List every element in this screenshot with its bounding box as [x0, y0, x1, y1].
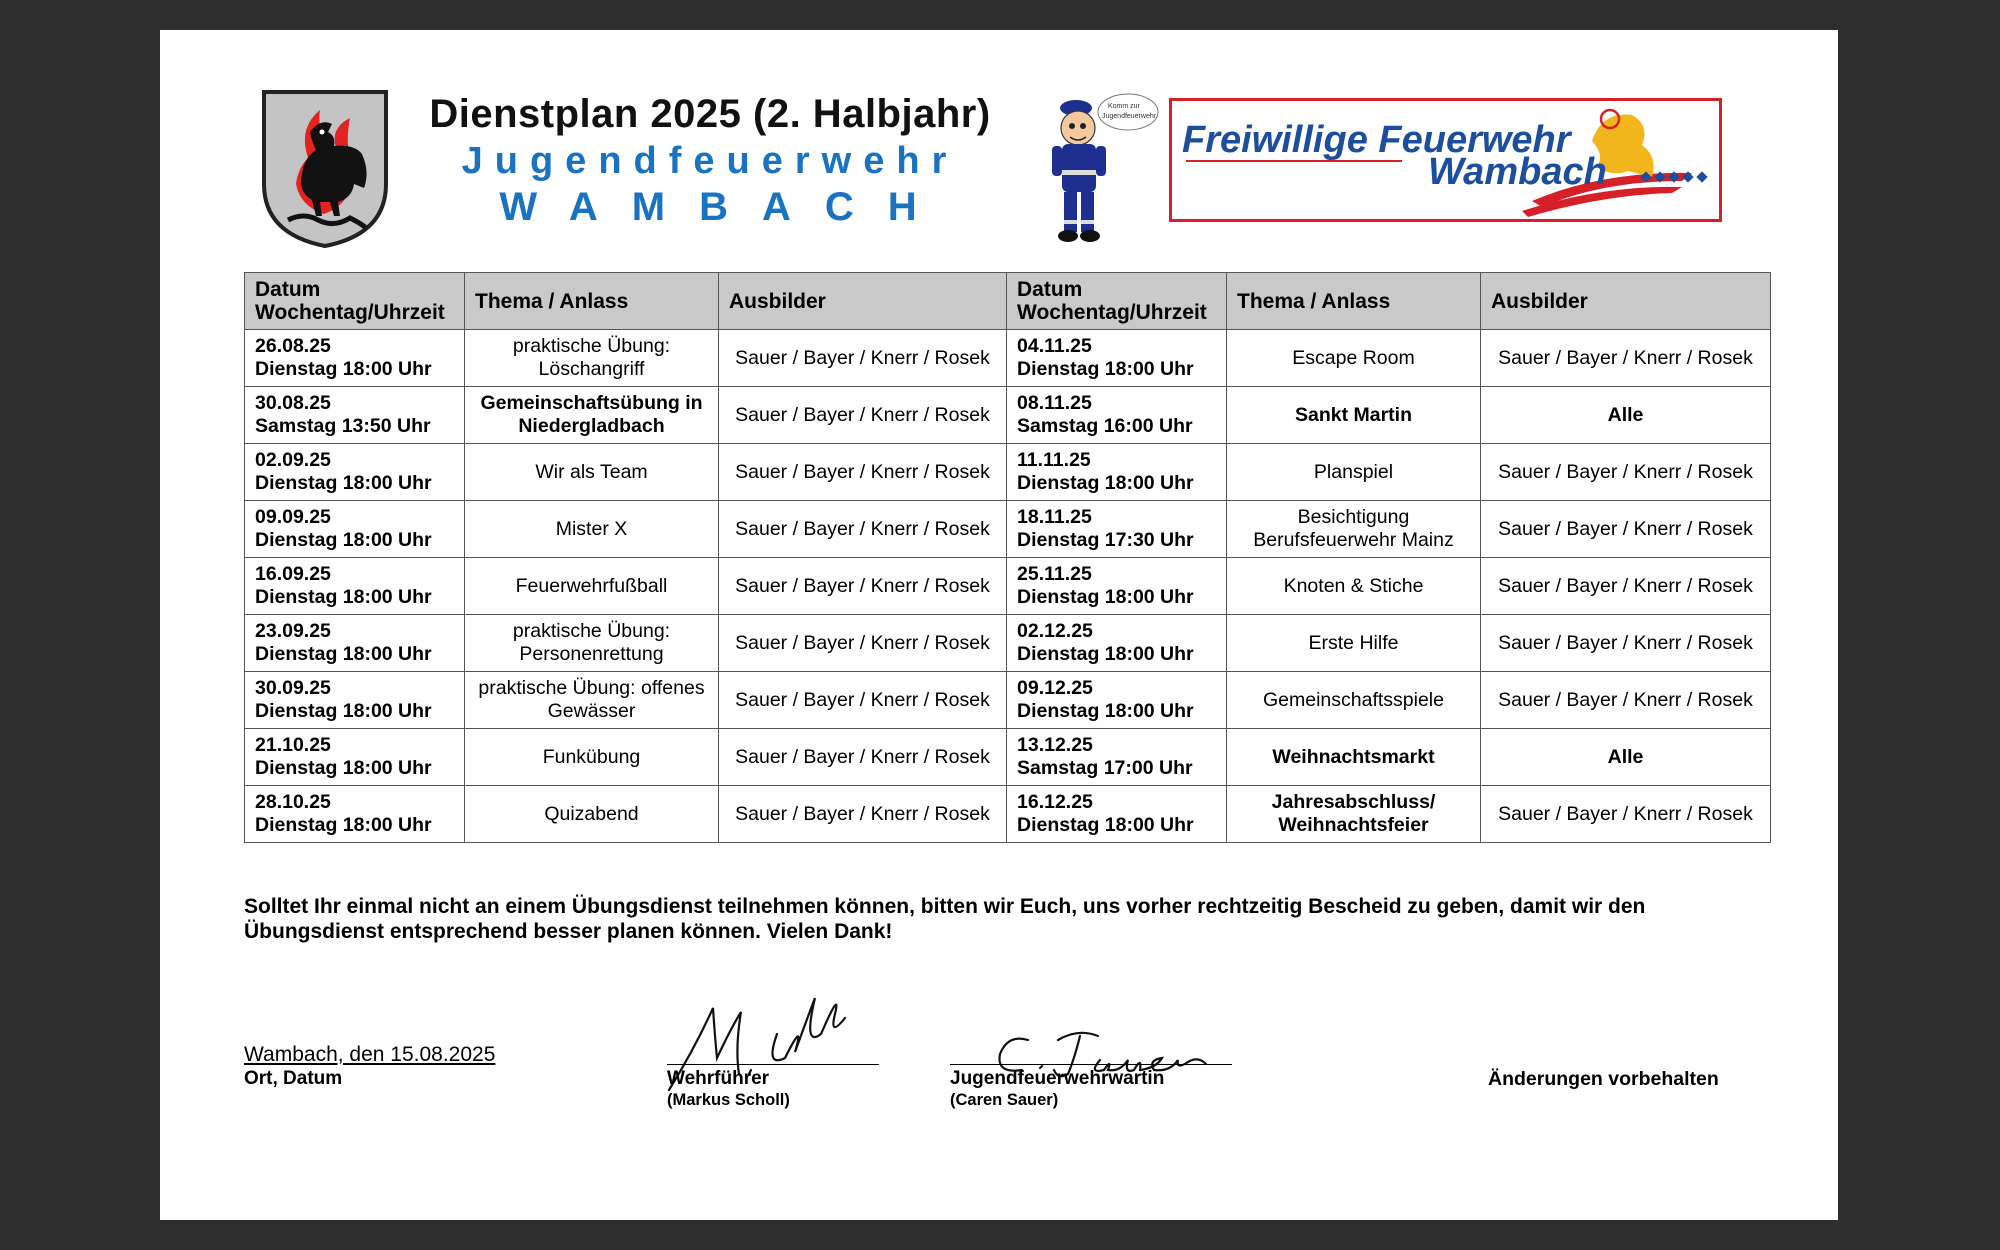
date-cell: 09.12.25 Dienstag 18:00 Uhr — [1007, 672, 1227, 729]
trainer-cell: Sauer / Bayer / Knerr / Rosek — [719, 444, 1007, 501]
topic-cell: Escape Room — [1227, 330, 1481, 387]
header-trainer-right: Ausbilder — [1481, 273, 1771, 330]
date-cell: 09.09.25 Dienstag 18:00 Uhr — [245, 501, 465, 558]
svg-text:Komm zur: Komm zur — [1108, 103, 1140, 110]
topic-cell: Besichtigung Berufsfeuerwehr Mainz — [1227, 501, 1481, 558]
date-cell: 25.11.25 Dienstag 18:00 Uhr — [1007, 558, 1227, 615]
trainer-cell: Sauer / Bayer / Knerr / Rosek — [719, 729, 1007, 786]
date-cell: 30.09.25 Dienstag 18:00 Uhr — [245, 672, 465, 729]
document-page — [160, 30, 1838, 1220]
organization-subtitle: Jugendfeuerwehr — [461, 140, 959, 182]
page-title: Dienstplan 2025 (2. Halbjahr) — [429, 92, 991, 136]
schedule-table — [244, 272, 1771, 843]
table-row — [245, 558, 1771, 615]
trainer-cell: Sauer / Bayer / Knerr / Rosek — [719, 501, 1007, 558]
topic-cell: Quizabend — [465, 786, 719, 843]
location-title: WAMBACH — [499, 185, 951, 229]
table-row — [245, 615, 1771, 672]
trainer-cell: Sauer / Bayer / Knerr / Rosek — [1481, 672, 1771, 729]
topic-cell: Wir als Team — [465, 444, 719, 501]
date-cell: 28.10.25 Dienstag 18:00 Uhr — [245, 786, 465, 843]
date-cell: 04.11.25 Dienstag 18:00 Uhr — [1007, 330, 1227, 387]
topic-cell: praktische Übung: Löschangriff — [465, 330, 719, 387]
trainer-cell: Sauer / Bayer / Knerr / Rosek — [719, 387, 1007, 444]
logo-text-line1: Freiwillige Feuerwehr — [1182, 119, 1571, 161]
trainer-cell: Sauer / Bayer / Knerr / Rosek — [719, 786, 1007, 843]
trainer-cell: Sauer / Bayer / Knerr / Rosek — [1481, 615, 1771, 672]
date-cell: 30.08.25 Samstag 13:50 Uhr — [245, 387, 465, 444]
header-topic-right: Thema / Anlass — [1227, 273, 1481, 330]
trainer-cell: Sauer / Bayer / Knerr / Rosek — [1481, 558, 1771, 615]
trainer-cell: Sauer / Bayer / Knerr / Rosek — [719, 330, 1007, 387]
place-date-label: Ort, Datum — [244, 1068, 343, 1089]
date-cell: 21.10.25 Dienstag 18:00 Uhr — [245, 729, 465, 786]
header-date-right: Datum Wochentag/Uhrzeit — [1007, 273, 1227, 330]
trainer-cell: Sauer / Bayer / Knerr / Rosek — [1481, 330, 1771, 387]
topic-cell: praktische Übung: offenes Gewässer — [465, 672, 719, 729]
table-row — [245, 501, 1771, 558]
date-cell: 23.09.25 Dienstag 18:00 Uhr — [245, 615, 465, 672]
topic-cell: Erste Hilfe — [1227, 615, 1481, 672]
topic-cell: Feuerwehrfußball — [465, 558, 719, 615]
topic-cell: Planspiel — [1227, 444, 1481, 501]
firefighter-mascot-icon — [1050, 88, 1160, 248]
header-topic-left: Thema / Anlass — [465, 273, 719, 330]
table-row — [245, 387, 1771, 444]
table-row — [245, 444, 1771, 501]
logo-text-line2: Wambach — [1428, 151, 1607, 193]
trainer-cell: Sauer / Bayer / Knerr / Rosek — [1481, 501, 1771, 558]
wambach-coat-of-arms-icon — [258, 88, 392, 250]
fire-department-logo — [1169, 98, 1722, 222]
topic-cell: Funkübung — [465, 729, 719, 786]
changes-reserved-note: Änderungen vorbehalten — [1488, 1068, 1719, 1090]
table-row — [245, 672, 1771, 729]
topic-cell: praktische Übung: Personenrettung — [465, 615, 719, 672]
date-cell: 13.12.25 Samstag 17:00 Uhr — [1007, 729, 1227, 786]
title-block — [420, 90, 1000, 230]
header-trainer-left: Ausbilder — [719, 273, 1007, 330]
trainer-cell: Alle — [1481, 729, 1771, 786]
table-row — [245, 786, 1771, 843]
attendance-notice: Solltet Ihr einmal nicht an einem Übungsdienst teilnehmen können, bitten wir Euch, uns vorher rechtzeitig Bescheid zu geben, damit wir den Übungsdienst entsprechend besser planen können. Vielen Dank! — [244, 895, 1646, 943]
signer-name-1: (Markus Scholl) — [667, 1091, 790, 1109]
trainer-cell: Sauer / Bayer / Knerr / Rosek — [719, 558, 1007, 615]
topic-cell: Jahresabschluss/ Weihnachtsfeier — [1227, 786, 1481, 843]
signature-line-2 — [950, 1064, 1232, 1065]
topic-cell: Gemeinschaftsübung in Niedergladbach — [465, 387, 719, 444]
date-cell: 26.08.25 Dienstag 18:00 Uhr — [245, 330, 465, 387]
topic-cell: Gemeinschaftsspiele — [1227, 672, 1481, 729]
date-cell: 18.11.25 Dienstag 17:30 Uhr — [1007, 501, 1227, 558]
date-cell: 02.09.25 Dienstag 18:00 Uhr — [245, 444, 465, 501]
topic-cell: Weihnachtsmarkt — [1227, 729, 1481, 786]
trainer-cell: Sauer / Bayer / Knerr / Rosek — [719, 672, 1007, 729]
table-row — [245, 729, 1771, 786]
date-cell: 16.09.25 Dienstag 18:00 Uhr — [245, 558, 465, 615]
signer-name-2: (Caren Sauer) — [950, 1091, 1059, 1109]
trainer-cell: Alle — [1481, 387, 1771, 444]
date-cell: 02.12.25 Dienstag 18:00 Uhr — [1007, 615, 1227, 672]
signature-line-1 — [667, 1064, 879, 1065]
trainer-cell: Sauer / Bayer / Knerr / Rosek — [719, 615, 1007, 672]
date-cell: 08.11.25 Samstag 16:00 Uhr — [1007, 387, 1227, 444]
date-cell: 11.11.25 Dienstag 18:00 Uhr — [1007, 444, 1227, 501]
trainer-cell: Sauer / Bayer / Knerr / Rosek — [1481, 444, 1771, 501]
place-date-value: Wambach, den 15.08.2025 — [244, 1043, 496, 1066]
header-date-left: Datum Wochentag/Uhrzeit — [245, 273, 465, 330]
svg-text:Jugendfeuerwehr: Jugendfeuerwehr — [1102, 113, 1157, 120]
signer-role-1: Wehrführer — [667, 1068, 770, 1089]
date-cell: 16.12.25 Dienstag 18:00 Uhr — [1007, 786, 1227, 843]
trainer-cell: Sauer / Bayer / Knerr / Rosek — [1481, 786, 1771, 843]
signer-role-2: Jugendfeuerwehrwartin — [950, 1068, 1165, 1089]
table-row — [245, 330, 1771, 387]
table-header-row — [245, 273, 1771, 330]
topic-cell: Sankt Martin — [1227, 387, 1481, 444]
topic-cell: Knoten & Stiche — [1227, 558, 1481, 615]
topic-cell: Mister X — [465, 501, 719, 558]
